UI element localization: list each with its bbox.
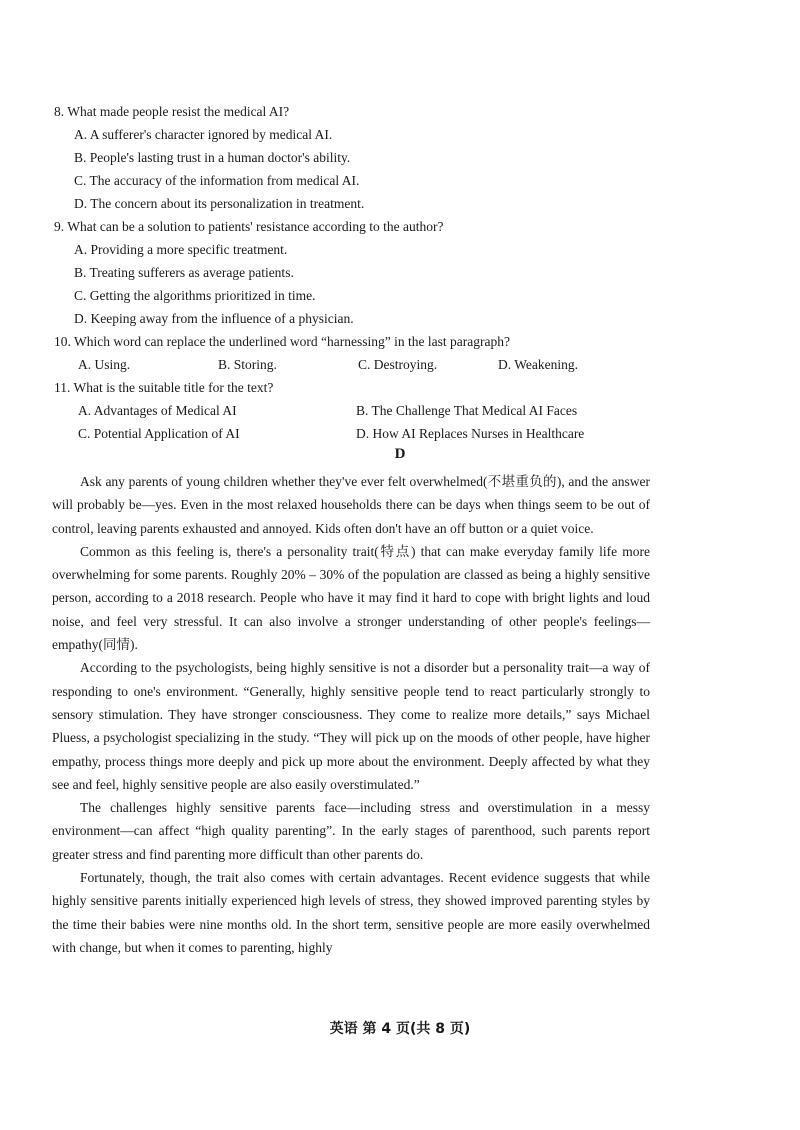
passage-paragraph: Common as this feeling is, there's a personality trait(特点) that can make everyday family life more overwhelming for some parents. Roughly 20% – 30% of the population are classed as being a highly sensitive person, according to a 2018 research. People who have it may find it hard to cope with bright lights and loud noise, and feel very stressful. It can also involve a stronger understanding of other people's feelings—empathy(同情). [52,543,650,653]
question-10 [54,330,694,376]
option-d: D. The concern about its personalization in treatment. [74,196,365,211]
option-a: A. Using. [78,357,131,372]
option-row [54,353,694,376]
section-heading: D [394,446,406,462]
passage-paragraph: Ask any parents of young children whether they've ever felt overwhelmed(不堪重负的), and the answer will probably be—yes. Even in the most relaxed households there can be days when things seem to be out of control, leaving parents exhausted and annoyed. Kids often don't have an off button or a quiet voice. [52,474,650,536]
question-11 [54,376,694,445]
option-d: D. Weakening. [498,357,579,372]
option-c: C. Potential Application of AI [78,426,240,441]
question-8 [54,100,694,215]
question-stem: 11. What is the suitable title for the text? [54,380,274,395]
option-c: C. Destroying. [358,357,438,372]
reading-passage [52,470,650,959]
question-stem: 10. Which word can replace the underlined word “harnessing” in the last paragraph? [54,334,510,349]
option-d: D. Keeping away from the influence of a physician. [74,311,354,326]
option-row [54,399,694,422]
option-row [54,422,694,445]
option-c: C. Getting the algorithms prioritized in time. [74,288,316,303]
option-d: D. How AI Replaces Nurses in Healthcare [356,426,585,441]
passage-paragraph: According to the psychologists, being highly sensitive is not a disorder but a personality trait—a way of responding to one's environment. “Generally, highly sensitive people tend to react particularly strongly to sensory stimulation. They have stronger consciousness. They come to realize more details,” says Michael Pluess, a psychologist specializing in the study. “They will pick up on the moods of other people, have higher empathy, process things more deeply and pick up more about the environment. Deeply affected by what they see and feel, highly sensitive people are also easily overstimulated.” [52,660,650,792]
option-b: B. The Challenge That Medical AI Faces [356,403,578,418]
option-c: C. The accuracy of the information from medical AI. [74,173,360,188]
option-a: A. A sufferer's character ignored by medical AI. [74,127,333,142]
question-list [54,100,694,445]
question-stem: 9. What can be a solution to patients' resistance according to the author? [54,219,444,234]
question-9 [54,215,694,330]
option-a: A. Providing a more specific treatment. [74,242,288,257]
question-stem: 8. What made people resist the medical AI? [54,104,290,119]
passage-paragraph: Fortunately, though, the trait also comes with certain advantages. Recent evidence suggests that while highly sensitive parents initially experienced high levels of stress, they showed improved parenting styles by the time their babies were nine months old. In the short term, sensitive people are more easily overwhelmed with change, but when it comes to parenting, highly [52,870,650,955]
page-footer: 英语 第 4 页(共 8 页) [329,1021,471,1037]
option-b: B. People's lasting trust in a human doctor's ability. [74,150,351,165]
option-a: A. Advantages of Medical AI [78,403,237,418]
option-b: B. Storing. [218,357,277,372]
option-b: B. Treating sufferers as average patients. [74,265,294,280]
passage-paragraph: The challenges highly sensitive parents face—including stress and overstimulation in a messy environment—can affect “high quality parenting”. In the early stages of parenthood, such parents report greater stress and find parenting more difficult than other parents do. [52,800,650,862]
